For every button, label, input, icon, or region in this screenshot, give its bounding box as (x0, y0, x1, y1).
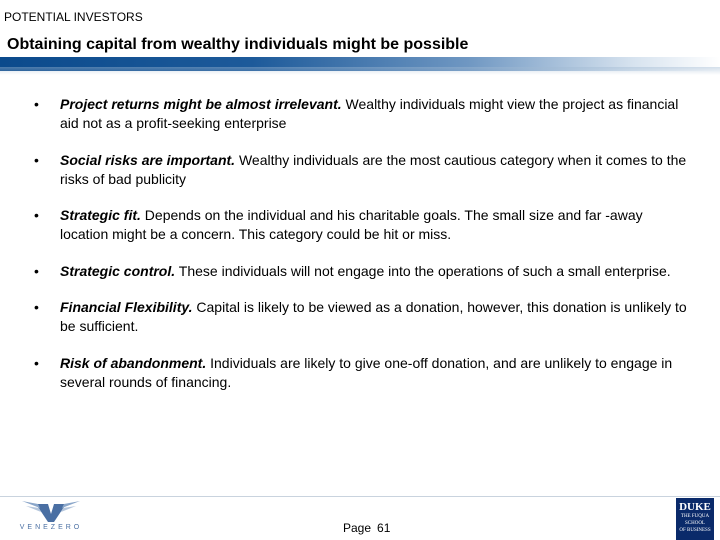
bullet-lead: Social risks are important. (60, 151, 236, 168)
bullet-lead: Strategic fit. (60, 207, 141, 223)
footer-rule (0, 496, 720, 497)
bullet-lead: Strategic control. (60, 262, 176, 279)
page-number (343, 521, 390, 535)
duke-logo-name: DUKE (679, 501, 711, 513)
bullet-text: Capital is likely to be viewed as a donation, however, this donation is unlikely to be sufficient. (60, 299, 687, 334)
bullet-lead: Risk of abandonment. (60, 354, 207, 371)
bullet-marker: • (34, 354, 39, 371)
duke-logo-line: OF BUSINESS (679, 528, 711, 533)
title-rule (0, 57, 720, 71)
left-logo-wordmark: VENEZERO (19, 524, 83, 531)
bullet-marker: • (34, 299, 39, 315)
duke-fuqua-logo-icon (676, 498, 714, 540)
bullet-text: Depends on the individual and his charitable goals. The small size and far -away location might be a concern. This category could be hit or miss. (60, 207, 643, 242)
bullet-lead: Financial Flexibility. (60, 299, 193, 315)
duke-logo-line: SCHOOL (684, 521, 705, 526)
bullet-text: Wealthy individuals might view the project as financial aid not as a profit-seeking enterprise (60, 96, 679, 131)
page-label: Page (343, 521, 372, 535)
slide-title: Obtaining capital from wealthy individuals might be possible (7, 36, 469, 53)
bullet-lead: Project returns might be almost irrelevant. (60, 96, 342, 112)
bullet-list (34, 95, 694, 409)
bullet-marker: • (34, 262, 39, 279)
duke-logo-line: THE FUQUA (680, 514, 710, 519)
bullet-text: Wealthy individuals are the most cautious category when it comes to the risks of bad publicity (60, 151, 687, 187)
bullet-item (34, 298, 694, 336)
page-number-value: 61 (377, 521, 391, 535)
bullet-item (34, 354, 694, 392)
bullet-item (34, 151, 694, 189)
bullet-marker: • (34, 96, 39, 112)
bullet-marker: • (34, 207, 39, 223)
bullet-text: Individuals are likely to give one-off donation, and are unlikely to engage in several rounds of financing. (60, 354, 673, 390)
winged-v-icon (14, 500, 88, 524)
section-label: POTENTIAL INVESTORS (4, 10, 143, 24)
bullet-item (34, 95, 694, 133)
bullet-item (34, 206, 694, 244)
bullet-item (34, 262, 694, 281)
bullet-marker: • (34, 151, 39, 168)
bullet-text: These individuals will not engage into the operations of such a small enterprise. (175, 262, 671, 279)
winged-v-logo-icon (14, 500, 88, 534)
